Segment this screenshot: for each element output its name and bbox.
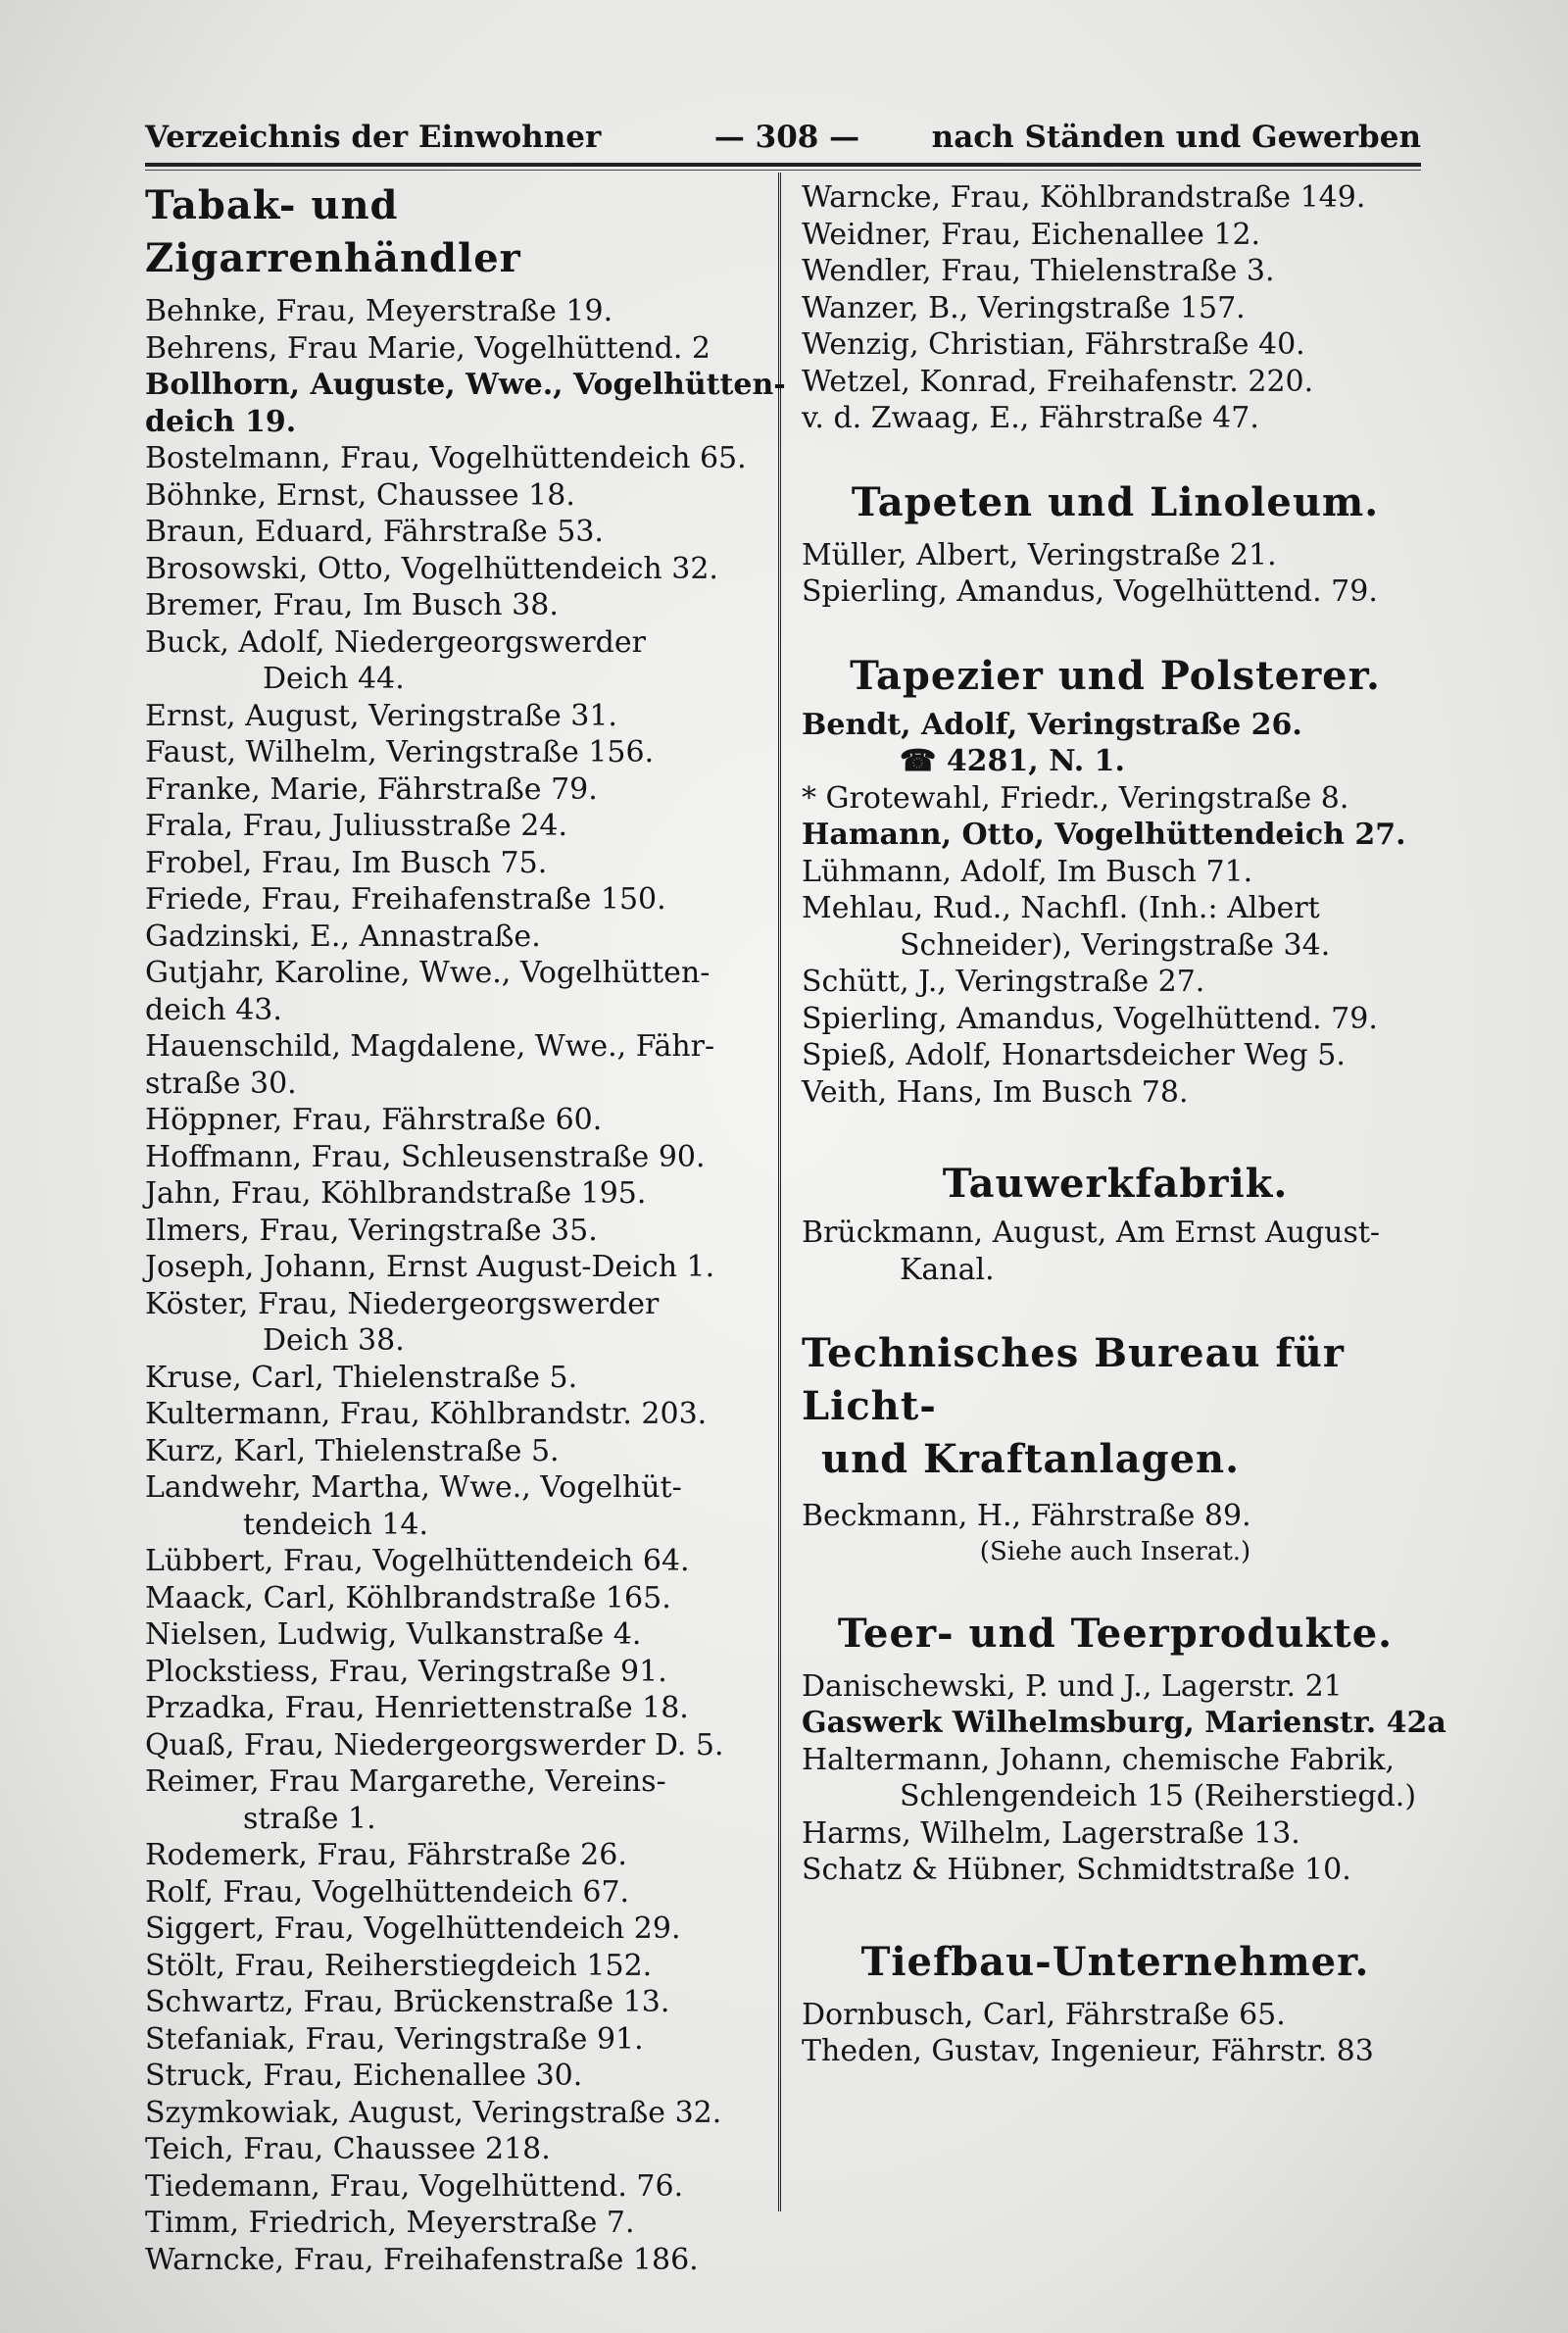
list-item-continuation: tendeich 14.: [243, 1507, 429, 1542]
list-item: Buck, Adolf, Niedergeorgswerder: [145, 624, 646, 660]
page-header: [145, 116, 1421, 159]
list-item: Kultermann, Frau, Köhlbrandstr. 203.: [145, 1397, 708, 1431]
list-item: Müller, Albert, Veringstraße 21.: [802, 537, 1277, 572]
list-item: Theden, Gustav, Ingenieur, Fährstr. 83: [802, 2034, 1374, 2068]
list-item: Bollhorn, Auguste, Wwe., Vogelhütten-: [145, 368, 786, 402]
list-item: Stölt, Frau, Reiherstiegdeich 152.: [145, 1948, 653, 1983]
list-item-continuation: Schneider), Veringstraße 34.: [900, 927, 1331, 963]
list-item: Veith, Hans, Im Busch 78.: [802, 1074, 1189, 1110]
list-item: Haltermann, Johann, chemische Fabrik,: [802, 1742, 1396, 1777]
list-item: Danischewski, P. und J., Lagerstr. 21: [802, 1668, 1343, 1704]
list-item: Wetzel, Konrad, Freihafenstr. 220.: [802, 364, 1314, 399]
header-left: Verzeichnis der Einwohner: [145, 120, 602, 155]
list-item: Frobel, Frau, Im Busch 75.: [145, 845, 548, 880]
list-item: Faust, Wilhelm, Veringstraße 156.: [145, 735, 655, 769]
list-item: Schwartz, Frau, Brückenstraße 13.: [145, 1985, 670, 2019]
list-item: Timm, Friedrich, Meyerstraße 7.: [145, 2206, 635, 2240]
list-item: Spierling, Amandus, Vogelhüttend. 79.: [802, 574, 1378, 609]
list-item: Spieß, Adolf, Honartsdeicher Weg 5.: [802, 1038, 1346, 1072]
list-item: Schütt, J., Veringstraße 27.: [802, 965, 1205, 999]
list-item: Gutjahr, Karoline, Wwe., Vogelhütten-: [145, 956, 710, 990]
list-item: Hamann, Otto, Vogelhüttendeich 27.: [802, 818, 1406, 852]
list-item: Friede, Frau, Freihafenstraße 150.: [145, 882, 666, 917]
list-item: Warncke, Frau, Köhlbrandstraße 149.: [802, 180, 1366, 215]
list-item: Reimer, Frau Margarethe, Vereins-: [145, 1764, 666, 1799]
list-item: Warncke, Frau, Freihafenstraße 186.: [145, 2242, 699, 2277]
header-rule-thin: [145, 170, 1421, 171]
list-item: Przadka, Frau, Henriettenstraße 18.: [145, 1691, 689, 1725]
list-item: Teich, Frau, Chaussee 218.: [145, 2132, 551, 2166]
list-item-continuation: deich 19.: [145, 404, 297, 439]
page-number: — 308 —: [713, 120, 860, 155]
list-item: Kurz, Karl, Thielenstraße 5.: [145, 1433, 560, 1468]
list-item: Köster, Frau, Niedergeorgswerder: [145, 1286, 660, 1321]
list-item-continuation: Deich 44.: [263, 662, 405, 696]
list-item: Joseph, Johann, Ernst August-Deich 1.: [145, 1250, 715, 1284]
list-item: Brosowski, Otto, Vogelhüttendeich 32.: [145, 551, 718, 586]
section-heading-tiefbau: Tiefbau-Unternehmer.: [860, 1938, 1370, 1985]
list-item: Maack, Carl, Köhlbrandstraße 165.: [145, 1580, 671, 1615]
list-item: v. d. Zwaag, E., Fährstraße 47.: [802, 401, 1259, 435]
section-heading-tapezier: Tapezier und Polsterer.: [850, 652, 1381, 699]
list-item: Franke, Marie, Fährstraße 79.: [145, 771, 598, 807]
list-item: Landwehr, Martha, Wwe., Vogelhüt-: [145, 1470, 682, 1505]
list-item: Lühmann, Adolf, Im Busch 71.: [802, 854, 1253, 889]
list-item-continuation: straße 1.: [243, 1801, 376, 1836]
list-item: Braun, Eduard, Fährstraße 53.: [145, 515, 604, 549]
section-heading-tauwerk: Tauwerkfabrik.: [942, 1161, 1289, 1207]
list-item: Behrens, Frau Marie, Vogelhüttend. 2: [145, 330, 710, 366]
list-item: Beckmann, H., Fährstraße 89.: [802, 1499, 1251, 1533]
list-item: Jahn, Frau, Köhlbrandstraße 195.: [145, 1176, 647, 1211]
list-item: Gaswerk Wilhelmsburg, Marienstr. 42a: [802, 1706, 1446, 1740]
section-heading-teer: Teer- und Teerprodukte.: [837, 1610, 1394, 1657]
list-item: Szymkowiak, August, Veringstraße 32.: [145, 2095, 722, 2130]
list-item: Wenzig, Christian, Fährstraße 40.: [802, 327, 1305, 362]
list-item: Böhnke, Ernst, Chaussee 18.: [145, 477, 575, 513]
right-column: [802, 179, 1446, 2070]
list-item: Gadzinski, E., Annastraße.: [145, 918, 541, 954]
list-item-continuation: Deich 38.: [263, 1323, 405, 1358]
header-right: nach Ständen und Gewerben: [931, 120, 1421, 155]
list-item: Kruse, Carl, Thielenstraße 5.: [145, 1360, 578, 1395]
section-heading-technisches-bureau-line2: und Kraftanlagen.: [821, 1436, 1241, 1482]
list-item-continuation: straße 30.: [145, 1066, 297, 1101]
list-item: Siggert, Frau, Vogelhüttendeich 29.: [145, 1911, 681, 1946]
inserat-note: (Siehe auch Inserat.): [979, 1536, 1251, 1566]
list-item: Hauenschild, Magdalene, Wwe., Fähr-: [145, 1029, 715, 1064]
list-item: Struck, Frau, Eichenallee 30.: [145, 2059, 583, 2093]
list-item: Wendler, Frau, Thielenstraße 3.: [802, 254, 1275, 288]
section-heading-tabak: Tabak- und Zigarrenhändler: [145, 182, 521, 281]
list-item: Höppner, Frau, Fährstraße 60.: [145, 1103, 603, 1137]
section-heading-technisches-bureau: Technisches Bureau für Licht-: [802, 1330, 1345, 1429]
list-item: Schatz & Hübner, Schmidtstraße 10.: [802, 1853, 1351, 1887]
column-divider: [778, 173, 781, 2211]
list-item: * Grotewahl, Friedr., Veringstraße 8.: [802, 780, 1349, 816]
list-item: Frala, Frau, Juliusstraße 24.: [145, 809, 568, 843]
list-item-continuation: deich 43.: [145, 992, 282, 1027]
list-item: Behnke, Frau, Meyerstraße 19.: [145, 294, 613, 328]
list-item: Dornbusch, Carl, Fährstraße 65.: [802, 1997, 1286, 2032]
list-item: Ilmers, Frau, Veringstraße 35.: [145, 1213, 598, 1248]
list-item: Rodemerk, Frau, Fährstraße 26.: [145, 1838, 627, 1872]
list-item: Ernst, August, Veringstraße 31.: [145, 698, 617, 733]
list-item: Brückmann, August, Am Ernst August-: [802, 1216, 1381, 1250]
list-item-continuation: Kanal.: [900, 1252, 995, 1287]
list-item: Rolf, Frau, Vogelhüttendeich 67.: [145, 1874, 630, 1910]
list-item: Plockstiess, Frau, Veringstraße 91.: [145, 1654, 667, 1689]
list-item-continuation: Schlengendeich 15 (Reiherstiegd.): [900, 1779, 1417, 1813]
list-item: Stefaniak, Frau, Veringstraße 91.: [145, 2021, 644, 2057]
list-item: Bostelmann, Frau, Vogelhüttendeich 65.: [145, 441, 747, 475]
list-item: Mehlau, Rud., Nachfl. (Inh.: Albert: [802, 891, 1320, 925]
list-item: Tiedemann, Frau, Vogelhüttend. 76.: [145, 2168, 684, 2204]
list-item: Wanzer, B., Veringstraße 157.: [802, 290, 1246, 325]
header-rule: [145, 163, 1421, 167]
list-item: Hoffmann, Frau, Schleusenstraße 90.: [145, 1139, 706, 1174]
list-item: Nielsen, Ludwig, Vulkanstraße 4.: [145, 1617, 642, 1652]
left-column: [145, 179, 786, 2278]
section-heading-tapeten: Tapeten und Linoleum.: [851, 478, 1380, 525]
list-item: Quaß, Frau, Niedergeorgswerder D. 5.: [145, 1727, 724, 1762]
list-item: Bremer, Frau, Im Busch 38.: [145, 588, 559, 622]
list-item: Lübbert, Frau, Vogelhüttendeich 64.: [145, 1544, 690, 1578]
list-item: Harms, Wilhelm, Lagerstraße 13.: [802, 1815, 1300, 1851]
list-item: Spierling, Amandus, Vogelhüttend. 79.: [802, 1001, 1378, 1036]
list-item: Weidner, Frau, Eichenallee 12.: [802, 217, 1261, 252]
list-item: Bendt, Adolf, Veringstraße 26.: [802, 707, 1302, 742]
phone-number: ☎ 4281, N. 1.: [900, 744, 1125, 778]
